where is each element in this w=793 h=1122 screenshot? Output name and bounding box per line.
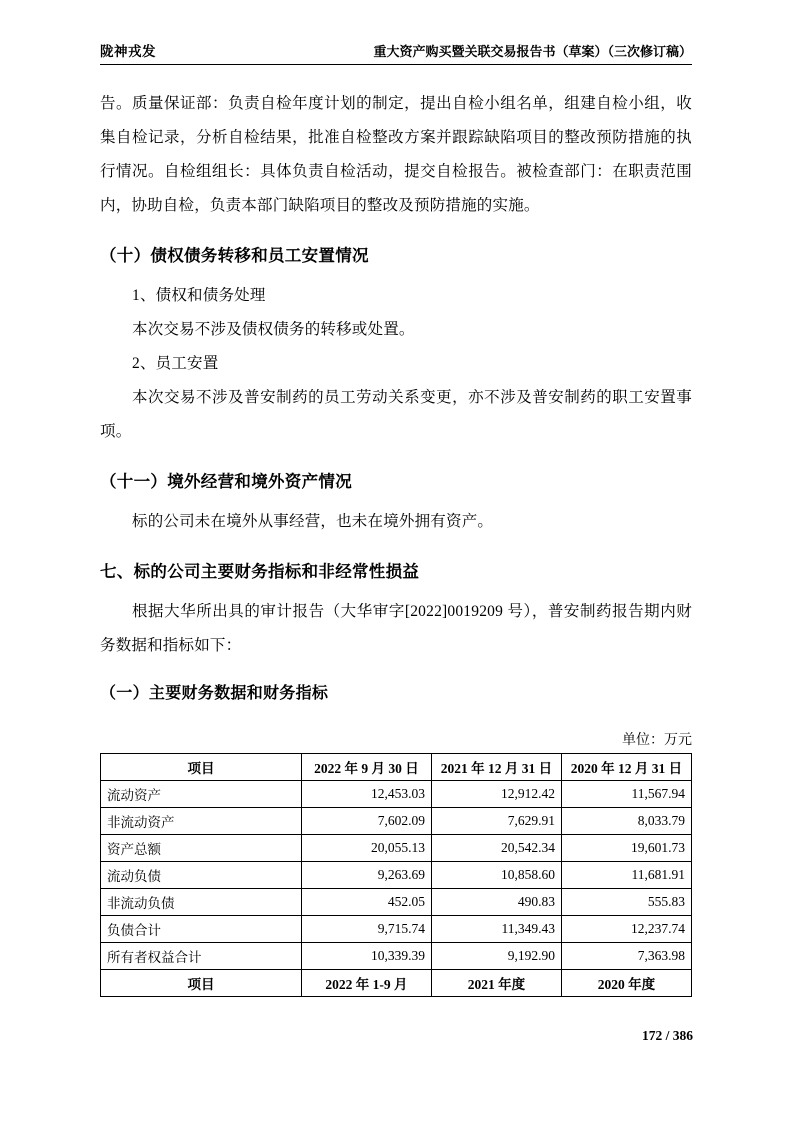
row-value: 12,912.42 [431, 781, 561, 808]
row-value: 8,033.79 [561, 808, 691, 835]
table-header-cell: 2022 年 9 月 30 日 [301, 754, 431, 781]
list-item-debt-handling: 1、债权和债务处理 [132, 287, 266, 304]
table-footer-header-row [101, 970, 692, 997]
page-number: 172 / 386 [641, 1028, 693, 1043]
table-header-row [101, 754, 692, 781]
row-value: 490.83 [431, 889, 561, 916]
row-value: 20,542.34 [431, 835, 561, 862]
heading-section-seven-one: （一）主要财务数据和财务指标 [100, 685, 329, 702]
paragraph-audit-report: 根据大华所出具的审计报告（大华审字[2022]0019209 号），普安制药报告期内财务数据和指标如下： [100, 603, 692, 654]
paragraph-debt-transfer: 本次交易不涉及债权债务的转移或处置。 [132, 321, 415, 338]
row-label: 所有者权益合计 [101, 943, 302, 970]
row-value: 9,715.74 [301, 916, 431, 943]
table-row [101, 781, 692, 808]
row-value: 12,453.03 [301, 781, 431, 808]
row-value: 452.05 [301, 889, 431, 916]
table-row [101, 943, 692, 970]
row-value: 11,567.94 [561, 781, 691, 808]
table-row [101, 889, 692, 916]
row-value: 10,339.39 [301, 943, 431, 970]
table-header-cell: 项目 [101, 970, 302, 997]
page-header [100, 40, 692, 64]
table-header-cell: 2020 年 12 月 31 日 [561, 754, 691, 781]
financial-data-table [100, 753, 692, 997]
row-value: 19,601.73 [561, 835, 691, 862]
row-value: 11,349.43 [431, 916, 561, 943]
table-row [101, 862, 692, 889]
table-row [101, 835, 692, 862]
row-value: 9,192.90 [431, 943, 561, 970]
row-label: 流动资产 [101, 781, 302, 808]
row-value: 7,629.91 [431, 808, 561, 835]
row-label: 非流动资产 [101, 808, 302, 835]
heading-section-ten: （十）债权债务转移和员工安置情况 [100, 246, 369, 265]
table-header-cell: 2022 年 1-9 月 [301, 970, 431, 997]
header-divider [100, 64, 692, 65]
table-row [101, 808, 692, 835]
row-value: 7,602.09 [301, 808, 431, 835]
row-value: 7,363.98 [561, 943, 691, 970]
header-document-title: 重大资产购买暨关联交易报告书（草案）（三次修订稿） [373, 44, 692, 59]
heading-section-seven: 七、标的公司主要财务指标和非经常性损益 [100, 562, 420, 581]
paragraph-employee-placement: 本次交易不涉及普安制药的员工劳动关系变更，亦不涉及普安制药的职工安置事项。 [100, 389, 692, 440]
row-value: 10,858.60 [431, 862, 561, 889]
list-item-employee-placement: 2、员工安置 [132, 355, 219, 372]
table-header-cell: 2021 年度 [431, 970, 561, 997]
table-row [101, 916, 692, 943]
table-header-cell: 2020 年度 [561, 970, 691, 997]
page-content [100, 40, 692, 997]
paragraph-quality-assurance: 告。质量保证部：负责自检年度计划的制定，提出自检小组名单，组建自检小组，收集自检记录，分析自检结果，批准自检整改方案并跟踪缺陷项目的整改预防措施的执行情况。自检组组长：具体负责自检活动，提交自检报告。被检查部门：在职责范围内，协助自检，负责本部门缺陷项目的整改及预防措施的实施。 [100, 95, 692, 214]
header-company-name: 陇神戎发 [100, 44, 156, 59]
heading-section-eleven: （十一）境外经营和境外资产情况 [100, 472, 352, 491]
row-label: 资产总额 [101, 835, 302, 862]
table-unit-label: 单位：万元 [622, 733, 692, 748]
table-header-cell: 项目 [101, 754, 302, 781]
row-label: 负债合计 [101, 916, 302, 943]
row-value: 9,263.69 [301, 862, 431, 889]
row-label: 流动负债 [101, 862, 302, 889]
row-value: 11,681.91 [561, 862, 691, 889]
row-value: 12,237.74 [561, 916, 691, 943]
table-header-cell: 2021 年 12 月 31 日 [431, 754, 561, 781]
row-value: 555.83 [561, 889, 691, 916]
row-value: 20,055.13 [301, 835, 431, 862]
row-label: 非流动负债 [101, 889, 302, 916]
paragraph-overseas: 标的公司未在境外从事经营，也未在境外拥有资产。 [132, 513, 494, 530]
